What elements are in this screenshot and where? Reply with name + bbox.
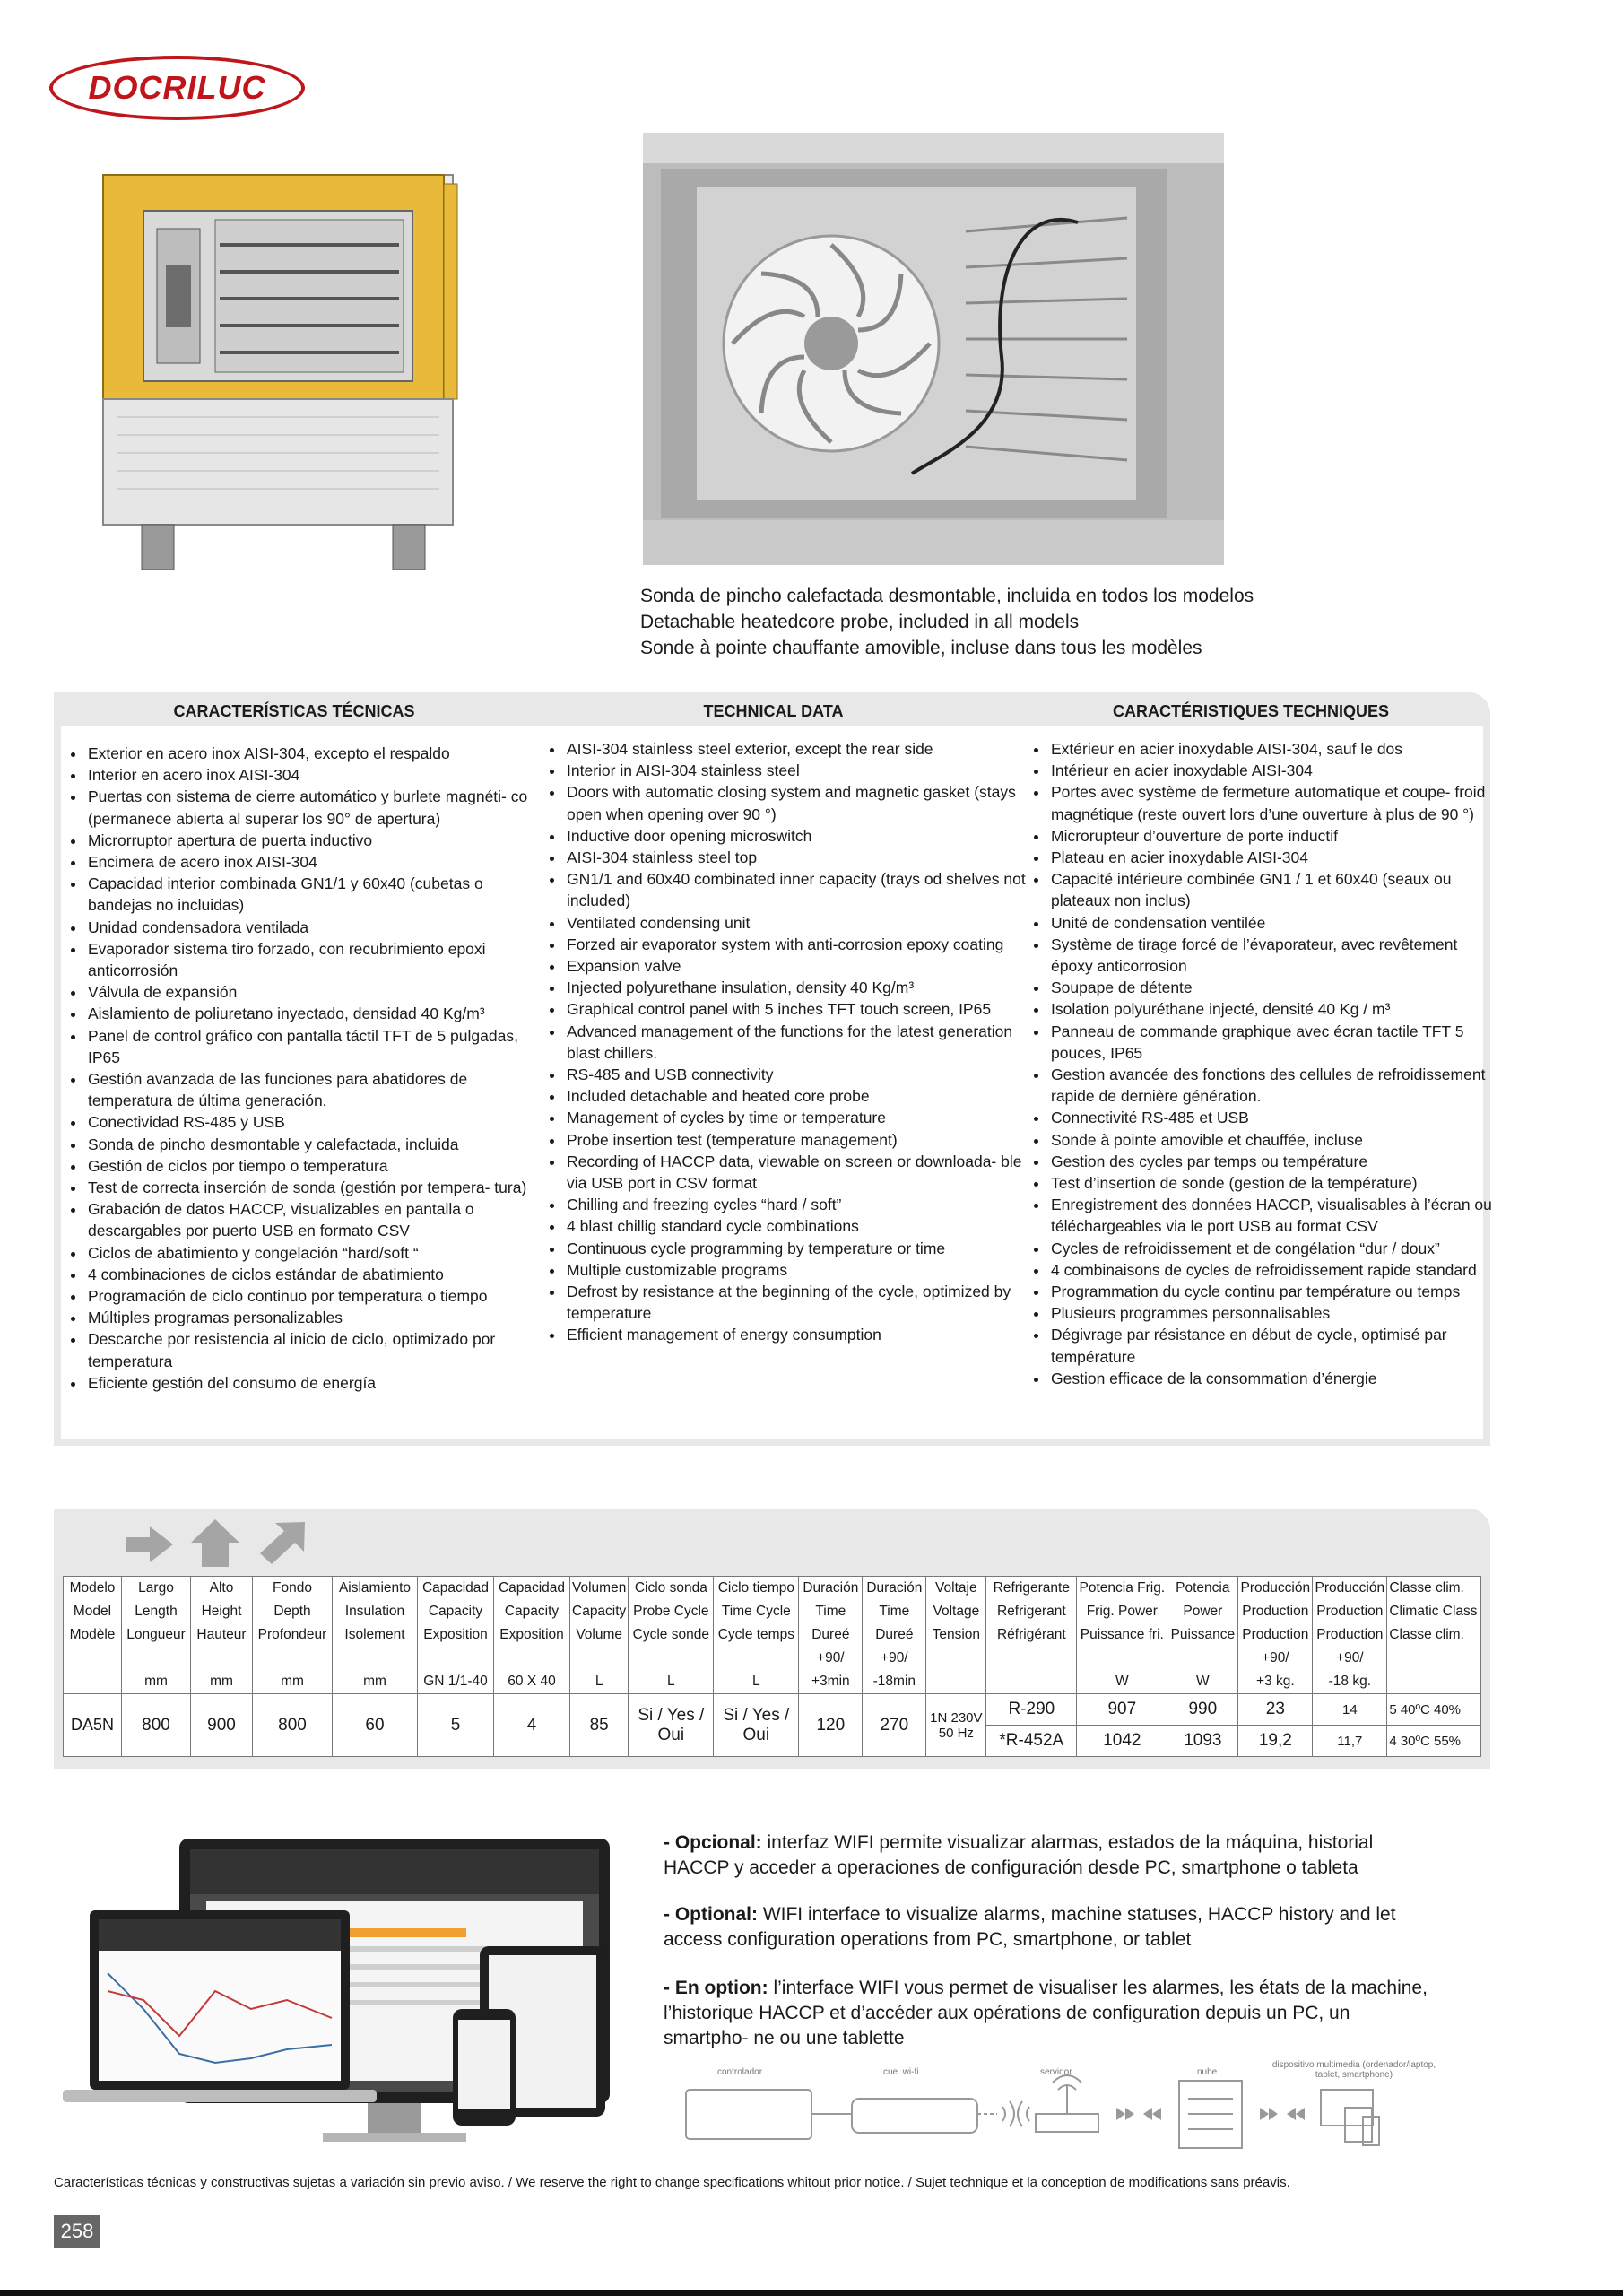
header-cell: GN 1/1-40 xyxy=(418,1670,494,1694)
header-cell: Potencia xyxy=(1167,1577,1238,1601)
specs-list-en xyxy=(549,738,1027,1346)
header-cell: Longueur xyxy=(122,1623,191,1647)
specs-title-es: CARACTERÍSTICAS TÉCNICAS xyxy=(173,702,415,720)
spec-item: • Sonde à pointe amovible et chauffée, incluse xyxy=(1049,1129,1493,1151)
header-cell xyxy=(1167,1647,1238,1670)
header-cell: -18min xyxy=(863,1670,926,1694)
height-arrow-icon xyxy=(191,1519,239,1567)
spec-item: • Enregistrement des données HACCP, visualisables à l’écran ou téléchargeables via le port USB au format CSV xyxy=(1049,1194,1493,1237)
header-cell xyxy=(253,1647,333,1670)
spec-item: • 4 blast chillig standard cycle combinations xyxy=(565,1215,1027,1237)
spec-item: • RS-485 and USB connectivity xyxy=(565,1064,1027,1085)
spec-item: • Test de correcta inserción de sonda (gestión por tempera- tura) xyxy=(86,1177,534,1198)
spec-item: • Unité de condensation ventilée xyxy=(1049,912,1493,934)
data-table xyxy=(63,1576,1481,1757)
header-cell: mm xyxy=(253,1670,333,1694)
spec-item: • Included detachable and heated core probe xyxy=(565,1085,1027,1107)
cell-gn6040: 4 xyxy=(494,1694,570,1757)
specs-title-fr: CARACTÉRISTIQUES TECHNIQUES xyxy=(1112,702,1390,720)
header-cell: +90/ xyxy=(1238,1647,1313,1670)
cell-volumen: 85 xyxy=(570,1694,629,1757)
spec-item: • Microrruptor apertura de puerta inductivo xyxy=(86,830,534,851)
header-cell: mm xyxy=(191,1670,253,1694)
header-cell: Duración xyxy=(863,1577,926,1601)
cell-classe-clim: 5 40ºC 40% xyxy=(1387,1694,1481,1726)
header-cell: +3min xyxy=(799,1670,863,1694)
header-cell: Capacity xyxy=(494,1600,570,1623)
cell-model: DA5N xyxy=(64,1694,122,1757)
cell-potencia-frig: 907 xyxy=(1077,1694,1167,1726)
header-cell: mm xyxy=(333,1670,418,1694)
header-cell: +90/ xyxy=(799,1647,863,1670)
spec-item: • Panel de control gráfico con pantalla táctil TFT de 5 pulgadas, IP65 xyxy=(86,1025,534,1068)
spec-item: • AISI-304 stainless steel top xyxy=(565,847,1027,868)
spec-item: • Graphical control panel with 5 inches TFT touch screen, IP65 xyxy=(565,998,1027,1020)
cell-produccion-2: 11,7 xyxy=(1313,1726,1387,1757)
spec-item: • Efficient management of energy consumption xyxy=(565,1324,1027,1345)
header-cell: Frig. Power xyxy=(1077,1600,1167,1623)
spec-item: • Management of cycles by time or temperature xyxy=(565,1107,1027,1128)
wifi-module-icon xyxy=(852,2099,977,2133)
spec-item: • Expansion valve xyxy=(565,955,1027,977)
header-cell: Voltaje xyxy=(926,1577,986,1601)
header-cell: L xyxy=(714,1670,799,1694)
header-cell: Réfrigérant xyxy=(986,1623,1077,1647)
spec-item: • Isolation polyuréthane injecté, densité 40 Kg / m³ xyxy=(1049,998,1493,1020)
spec-item: • Programación de ciclo continuo por temperatura o tiempo xyxy=(86,1285,534,1307)
header-cell xyxy=(333,1647,418,1670)
header-cell: Modelo xyxy=(64,1577,122,1601)
spec-item: • Système de tirage forcé de l’évaporateur, avec revêtement époxy anticorrosion xyxy=(1049,934,1493,977)
dimension-arrows xyxy=(121,1518,318,1576)
header-cell: Potencia Frig. xyxy=(1077,1577,1167,1601)
option-fr-label: - En option: xyxy=(664,1978,768,1998)
option-es-text: interfaz WIFI permite visualizar alarmas, estados de la máquina, historial HACCP y acceder a operaciones de configuración desde PC, smartphone o tableta xyxy=(664,1832,1374,1878)
table-header-row xyxy=(64,1623,1481,1647)
header-cell: L xyxy=(570,1670,629,1694)
spec-item: • Intérieur en acier inoxydable AISI-304 xyxy=(1049,760,1493,781)
probe-caption-en: Detachable heatedcore probe, included in all models xyxy=(640,612,1080,632)
option-es xyxy=(664,1831,1435,1881)
spec-item: • Sonda de pincho desmontable y calefactada, incluida xyxy=(86,1134,534,1155)
header-cell: Production xyxy=(1238,1623,1313,1647)
cell-largo: 800 xyxy=(122,1694,191,1757)
spec-item: • Aislamiento de poliuretano inyectado, densidad 40 Kg/m³ xyxy=(86,1003,534,1024)
header-cell: Cycle temps xyxy=(714,1623,799,1647)
header-cell: Production xyxy=(1238,1600,1313,1623)
specs-list-fr xyxy=(1033,738,1493,1389)
wifi-diagram xyxy=(664,2058,1444,2157)
cell-duracion-1: 120 xyxy=(799,1694,863,1757)
header-cell: Height xyxy=(191,1600,253,1623)
option-fr xyxy=(664,1976,1435,2051)
header-cell xyxy=(64,1670,122,1694)
spec-item: • Unidad condensadora ventilada xyxy=(86,917,534,938)
header-cell: Capacity xyxy=(418,1600,494,1623)
cell-ciclo-tiempo: Si / Yes / Oui xyxy=(714,1694,799,1757)
cell-produccion-1: 19,2 xyxy=(1238,1726,1313,1757)
spec-item: • Interior in AISI-304 stainless steel xyxy=(565,760,1027,781)
spec-item: • Plateau en acier inoxydable AISI-304 xyxy=(1049,847,1493,868)
header-cell: Dureé xyxy=(863,1623,926,1647)
spec-item: • Microrupteur d’ouverture de porte inductif xyxy=(1049,825,1493,847)
table-header-row xyxy=(64,1577,1481,1601)
header-cell xyxy=(570,1647,629,1670)
option-es-label: - Opcional: xyxy=(664,1832,762,1853)
header-cell xyxy=(629,1647,714,1670)
header-cell xyxy=(122,1647,191,1670)
header-cell: 60 X 40 xyxy=(494,1670,570,1694)
cell-refrigerante: *R-452A xyxy=(986,1726,1077,1757)
spec-item: • Test d’insertion de sonde (gestion de la température) xyxy=(1049,1172,1493,1194)
header-cell: Climatic Class xyxy=(1387,1600,1481,1623)
header-cell: Tension xyxy=(926,1623,986,1647)
cell-aislamiento: 60 xyxy=(333,1694,418,1757)
header-cell: Puissance xyxy=(1167,1623,1238,1647)
spec-item: • Multiple customizable programs xyxy=(565,1259,1027,1281)
spec-item: • Válvula de expansión xyxy=(86,981,534,1003)
header-cell: Cycle sonde xyxy=(629,1623,714,1647)
logo-text: DOCRILUC xyxy=(88,69,266,106)
header-cell: +3 kg. xyxy=(1238,1670,1313,1694)
header-cell: W xyxy=(1167,1670,1238,1694)
header-cell: Exposition xyxy=(418,1623,494,1647)
length-arrow-icon xyxy=(126,1526,173,1562)
option-en-label: - Optional: xyxy=(664,1904,758,1925)
probe-photo xyxy=(643,133,1224,565)
header-cell xyxy=(926,1647,986,1670)
header-cell: Producción xyxy=(1313,1577,1387,1601)
spec-item: • Probe insertion test (temperature management) xyxy=(565,1129,1027,1151)
specs-list-es xyxy=(70,743,534,1394)
header-cell xyxy=(191,1647,253,1670)
cell-potencia: 990 xyxy=(1167,1694,1238,1726)
header-cell xyxy=(64,1647,122,1670)
spec-item: • Exterior en acero inox AISI-304, excepto el respaldo xyxy=(86,743,534,764)
cell-potencia-frig: 1042 xyxy=(1077,1726,1167,1757)
header-cell xyxy=(1077,1647,1167,1670)
spec-item: • 4 combinaisons de cycles de refroidissement rapide standard xyxy=(1049,1259,1493,1281)
header-cell: Dureé xyxy=(799,1623,863,1647)
header-cell xyxy=(986,1647,1077,1670)
header-cell xyxy=(494,1647,570,1670)
header-cell: Isolement xyxy=(333,1623,418,1647)
spec-item: • AISI-304 stainless steel exterior, except the rear side xyxy=(565,738,1027,760)
header-cell: Length xyxy=(122,1600,191,1623)
spec-item: • Descarche por resistencia al inicio de ciclo, optimizado por temperatura xyxy=(86,1328,534,1371)
table-header-row xyxy=(64,1647,1481,1670)
cell-fondo: 800 xyxy=(253,1694,333,1757)
diagram-label: controlador xyxy=(717,2067,763,2077)
spec-item: • Injected polyurethane insulation, density 40 Kg/m³ xyxy=(565,977,1027,998)
spec-item: • Connectivité RS-485 et USB xyxy=(1049,1107,1493,1128)
header-cell: W xyxy=(1077,1670,1167,1694)
spec-item: • Grabación de datos HACCP, visualizables en pantalla o descargables por puerto USB en formato CSV xyxy=(86,1198,534,1241)
header-cell: +90/ xyxy=(1313,1647,1387,1670)
router-icon xyxy=(1036,2114,1098,2132)
diagram-label: cue. wi-fi xyxy=(883,2067,919,2077)
spec-item: • Evaporador sistema tiro forzado, con recubrimiento epoxi anticorrosión xyxy=(86,938,534,981)
spec-item: • Conectividad RS-485 y USB xyxy=(86,1111,534,1133)
header-cell: Ciclo sonda xyxy=(629,1577,714,1601)
diagram-label: dispositivo multimedia (ordenador/laptop, tablet, smartphone) xyxy=(1271,2060,1436,2080)
product-drawing xyxy=(63,130,498,605)
diagram-label: servidor xyxy=(1040,2067,1072,2077)
spec-item: • Puertas con sistema de cierre automático y burlete magnéti- co (permanece abierta al superar los 90° de apertura) xyxy=(86,786,534,829)
footer-note: Características técnicas y constructivas sujetas a variación sin previo aviso. / We reserve the right to change specifications whitout prior notice. / Sujet technique et la conception de modifications sans préavis. xyxy=(54,2175,1290,2190)
spec-item: • Advanced management of the functions for the latest generation blast chillers. xyxy=(565,1021,1027,1064)
spec-item: • Portes avec système de fermeture automatique et coupe- froid magnétique (reste ouvert lors d’une ouverture à plus de 90 °) xyxy=(1049,781,1493,824)
header-cell: Time xyxy=(863,1600,926,1623)
header-cell: Exposition xyxy=(494,1623,570,1647)
spec-item: • Forzed air evaporator system with anti-corrosion epoxy coating xyxy=(565,934,1027,955)
spec-item: • Dégivrage par résistance en début de cycle, optimisé par température xyxy=(1049,1324,1493,1367)
probe-caption-fr: Sonde à pointe chauffante amovible, incluse dans tous les modèles xyxy=(640,638,1202,658)
header-cell: Capacity xyxy=(570,1600,629,1623)
spec-item: • Soupape de détente xyxy=(1049,977,1493,998)
header-cell: Hauteur xyxy=(191,1623,253,1647)
devices-illustration xyxy=(63,1830,637,2157)
header-cell: mm xyxy=(122,1670,191,1694)
option-en-text: WIFI interface to visualize alarms, machine statuses, HACCP history and let access configuration operations from PC, smartphone, or tablet xyxy=(664,1904,1396,1950)
option-fr-text: l’interface WIFI vous permet de visualiser les alarmes, les états de la machine, l’historique HACCP et d’accéder aux opérations de configuration depuis un PC, un smartpho- ne ou une tablette xyxy=(664,1978,1428,2048)
header-cell: Profondeur xyxy=(253,1623,333,1647)
header-cell: Alto xyxy=(191,1577,253,1601)
header-cell: Refrigerant xyxy=(986,1600,1077,1623)
cell-voltaje: 1N 230V 50 Hz xyxy=(926,1694,986,1757)
spec-item: • Chilling and freezing cycles “hard / soft” xyxy=(565,1194,1027,1215)
header-cell xyxy=(926,1670,986,1694)
header-cell: Fondo xyxy=(253,1577,333,1601)
header-cell: Largo xyxy=(122,1577,191,1601)
header-cell: Capacidad xyxy=(418,1577,494,1601)
cell-potencia: 1093 xyxy=(1167,1726,1238,1757)
spec-item: • Gestión de ciclos por tiempo o temperatura xyxy=(86,1155,534,1177)
spec-item: • Extérieur en acier inoxydable AISI-304, sauf le dos xyxy=(1049,738,1493,760)
depth-arrow-icon xyxy=(260,1522,305,1564)
cell-ciclo-sonda: Si / Yes / Oui xyxy=(629,1694,714,1757)
cell-duracion-2: 270 xyxy=(863,1694,926,1757)
spec-item: • Interior en acero inox AISI-304 xyxy=(86,764,534,786)
spec-item: • Programmation du cycle continu par température ou temps xyxy=(1049,1281,1493,1302)
spec-item: • Capacidad interior combinada GN1/1 y 60x40 (cubetas o bandejas no incluidas) xyxy=(86,873,534,916)
header-cell: Puissance fri. xyxy=(1077,1623,1167,1647)
probe-caption-es: Sonda de pincho calefactada desmontable, incluida en todos los modelos xyxy=(640,586,1254,606)
specs-title-en: TECHNICAL DATA xyxy=(703,702,844,720)
header-cell xyxy=(1387,1670,1481,1694)
spec-item: • Eficiente gestión del consumo de energía xyxy=(86,1372,534,1394)
spec-item: • Recording of HACCP data, viewable on screen or downloada- ble via USB port in CSV format xyxy=(565,1151,1027,1194)
header-cell xyxy=(418,1647,494,1670)
cell-refrigerante: R-290 xyxy=(986,1694,1077,1726)
header-cell: Production xyxy=(1313,1600,1387,1623)
table-header-row xyxy=(64,1670,1481,1694)
header-cell: Power xyxy=(1167,1600,1238,1623)
table-row xyxy=(64,1694,1481,1726)
header-cell: Classe clim. xyxy=(1387,1577,1481,1601)
header-cell: +90/ xyxy=(863,1647,926,1670)
spec-item: • 4 combinaciones de ciclos estándar de abatimiento xyxy=(86,1264,534,1285)
header-cell: -18 kg. xyxy=(1313,1670,1387,1694)
spec-item: • Gestión avanzada de las funciones para abatidores de temperatura de última generación. xyxy=(86,1068,534,1111)
header-cell: L xyxy=(629,1670,714,1694)
spec-item: • Plusieurs programmes personnalisables xyxy=(1049,1302,1493,1324)
header-cell: Capacidad xyxy=(494,1577,570,1601)
header-cell: Insulation xyxy=(333,1600,418,1623)
spec-item: • Defrost by resistance at the beginning of the cycle, optimized by temperature xyxy=(565,1281,1027,1324)
table-header-row xyxy=(64,1600,1481,1623)
header-cell: Probe Cycle xyxy=(629,1600,714,1623)
diagram-label: nube xyxy=(1197,2067,1218,2077)
cell-alto: 900 xyxy=(191,1694,253,1757)
header-cell: Refrigerante xyxy=(986,1577,1077,1601)
spec-item: • Ventilated condensing unit xyxy=(565,912,1027,934)
spec-item: • Capacité intérieure combinée GN1 / 1 et 60x40 (seaux ou plateaux non inclus) xyxy=(1049,868,1493,911)
cell-gn: 5 xyxy=(418,1694,494,1757)
header-cell: Voltage xyxy=(926,1600,986,1623)
header-cell: Model xyxy=(64,1600,122,1623)
cell-produccion-2: 14 xyxy=(1313,1694,1387,1726)
header-cell: Aislamiento xyxy=(333,1577,418,1601)
header-cell: Time xyxy=(799,1600,863,1623)
option-en xyxy=(664,1902,1435,1952)
header-cell: Volumen xyxy=(570,1577,629,1601)
spec-item: • Gestion efficace de la consommation d’énergie xyxy=(1049,1368,1493,1389)
header-cell: Ciclo tiempo xyxy=(714,1577,799,1601)
header-cell: Duración xyxy=(799,1577,863,1601)
spec-item: • Encimera de acero inox AISI-304 xyxy=(86,851,534,873)
header-cell: Production xyxy=(1313,1623,1387,1647)
header-cell: Time Cycle xyxy=(714,1600,799,1623)
spec-item: • Gestion avancée des fonctions des cellules de refroidissement rapide de dernière génération. xyxy=(1049,1064,1493,1107)
controller-icon xyxy=(686,2090,812,2139)
spec-item: • Ciclos de abatimiento y congelación “hard/soft “ xyxy=(86,1242,534,1264)
cell-produccion-1: 23 xyxy=(1238,1694,1313,1726)
cell-classe-clim: 4 30ºC 55% xyxy=(1387,1726,1481,1757)
spec-item: • GN1/1 and 60x40 combinated inner capacity (trays od shelves not included) xyxy=(565,868,1027,911)
brand-logo xyxy=(49,56,305,120)
header-cell: Classe clim. xyxy=(1387,1623,1481,1647)
spec-item: • Doors with automatic closing system and magnetic gasket (stays open when opening over 90 °) xyxy=(565,781,1027,824)
spec-item: • Continuous cycle programming by temperature or time xyxy=(565,1238,1027,1259)
header-cell xyxy=(986,1670,1077,1694)
spec-item: • Cycles de refroidissement et de congélation “dur / doux” xyxy=(1049,1238,1493,1259)
spec-item: • Inductive door opening microswitch xyxy=(565,825,1027,847)
spec-item: • Gestion des cycles par temps ou température xyxy=(1049,1151,1493,1172)
header-cell: Modèle xyxy=(64,1623,122,1647)
header-cell xyxy=(1387,1647,1481,1670)
page-number: 258 xyxy=(54,2215,100,2248)
header-cell xyxy=(714,1647,799,1670)
header-cell: Volume xyxy=(570,1623,629,1647)
header-cell: Depth xyxy=(253,1600,333,1623)
header-cell: Producción xyxy=(1238,1577,1313,1601)
spec-item: • Panneau de commande graphique avec écran tactile TFT 5 pouces, IP65 xyxy=(1049,1021,1493,1064)
bottom-rule xyxy=(0,2290,1623,2296)
spec-item: • Múltiples programas personalizables xyxy=(86,1307,534,1328)
